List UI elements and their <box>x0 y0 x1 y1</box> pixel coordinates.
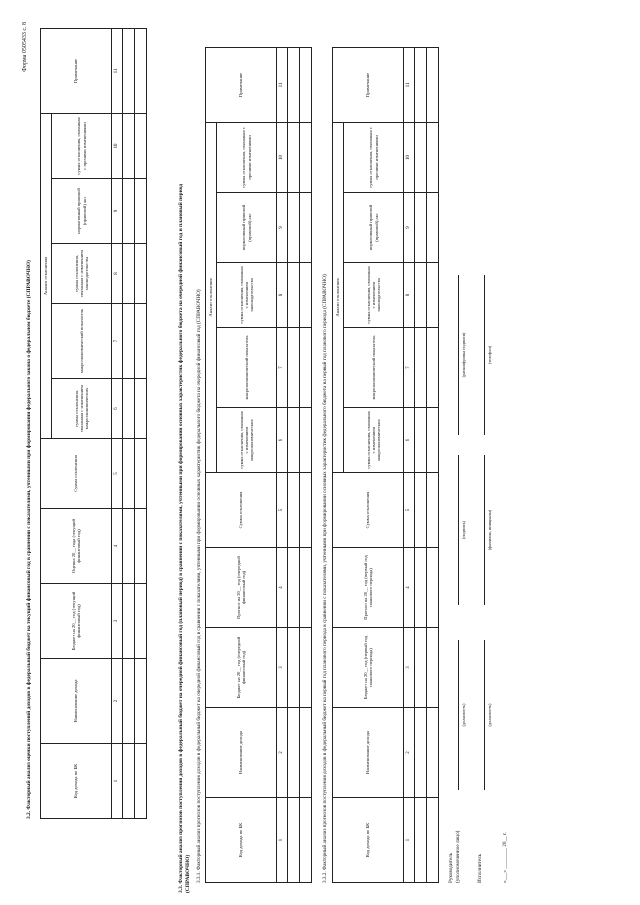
table-cell[interactable] <box>135 304 147 379</box>
header-analysis-other: сумма отклонения, связанная с прочими изменениями <box>344 122 404 192</box>
table-cell[interactable] <box>427 193 439 263</box>
table-cell[interactable] <box>288 548 300 628</box>
form-id: Форма 0505433 с. 8 <box>22 22 28 72</box>
header-deviation: Сумма отклонения <box>41 439 112 509</box>
table-cell[interactable] <box>135 744 147 819</box>
col-number: 1 <box>277 798 288 883</box>
section-3-3-2-heading: 3.3.2. Факторный анализ прогнозов поступления доходов в федеральный бюджет на первый год планового периода в сравнении с показателями, учтенными при формировании основных характеристик федерального бюджета на первый год планового периода (СПРАВОЧНО) <box>322 274 328 883</box>
header-budget: Бюджет на 20__ год (первый год планового периода) <box>333 628 404 708</box>
date-field[interactable]: «___» ________ 20__ г. <box>502 832 508 883</box>
table-cell[interactable] <box>415 628 427 708</box>
table-cell[interactable] <box>415 798 427 883</box>
col-number: 10 <box>277 122 288 192</box>
header-budget: Бюджет на 20__ год (очередной финансовый год) <box>206 628 277 708</box>
table-cell[interactable] <box>415 708 427 798</box>
table-cell[interactable] <box>288 628 300 708</box>
table-row-total <box>427 47 439 882</box>
table-cell[interactable] <box>427 628 439 708</box>
col-number: 4 <box>277 548 288 628</box>
table-cell[interactable] <box>300 408 312 473</box>
table-cell[interactable] <box>123 244 135 304</box>
header-forecast: Прогноз на 20__ год (очередной финансовый год) <box>206 548 277 628</box>
col-number: 5 <box>112 439 123 509</box>
decoding-caption: (расшифровка подписи) <box>461 332 466 378</box>
head-label-authorized: (уполномоченное лицо) <box>455 830 461 883</box>
table-cell[interactable] <box>427 47 439 122</box>
col-number: 11 <box>277 47 288 122</box>
table-cell[interactable] <box>415 193 427 263</box>
table-cell[interactable] <box>135 244 147 304</box>
header-analysis-macro: макроэкономический показатель <box>52 304 112 379</box>
head-decoding-line[interactable] <box>458 275 459 435</box>
phone-caption: (телефон) <box>487 345 492 365</box>
table-cell[interactable] <box>415 328 427 408</box>
header-analysis-admin: сумма отклонения, связанная с изменением макроэкономических <box>344 408 404 473</box>
table-cell[interactable] <box>415 47 427 122</box>
table-cell[interactable] <box>415 122 427 192</box>
header-code: Код дохода по БК <box>206 798 277 883</box>
table-row <box>288 47 300 882</box>
col-number: 7 <box>277 328 288 408</box>
table-cell[interactable] <box>288 122 300 192</box>
table-cell[interactable] <box>300 548 312 628</box>
col-number: 1 <box>404 798 415 883</box>
table-cell[interactable] <box>415 473 427 548</box>
col-number: 10 <box>404 122 415 192</box>
table-cell[interactable] <box>427 328 439 408</box>
table-cell[interactable] <box>135 439 147 509</box>
table-cell[interactable] <box>135 113 147 178</box>
table-cell[interactable] <box>135 659 147 744</box>
table-row <box>123 28 135 818</box>
header-analysis-admin: сумма отклонения, связанная с изменением макроэкономических <box>52 379 112 439</box>
header-note: Примечание <box>41 28 112 113</box>
section-3-3-heading-note: (СПРАВОЧНО) <box>185 854 191 893</box>
col-number: 11 <box>404 47 415 122</box>
col-number: 3 <box>277 628 288 708</box>
col-number: 5 <box>277 473 288 548</box>
table-cell[interactable] <box>300 122 312 192</box>
header-analysis: Анализ отклонения <box>41 113 52 438</box>
signature-caption: (подпись) <box>461 520 466 540</box>
col-number: 9 <box>277 193 288 263</box>
header-analysis-other: сумма отклонения, связанная с прочими изменениями <box>217 122 277 192</box>
col-number: 3 <box>404 628 415 708</box>
executor-position-line[interactable] <box>484 640 485 790</box>
header-name: Наименование дохода <box>41 659 112 744</box>
table-cell[interactable] <box>300 708 312 798</box>
executor-phone-line[interactable] <box>484 275 485 435</box>
table-cell[interactable] <box>415 408 427 473</box>
executor-label: Исполнитель <box>477 853 483 883</box>
table-cell[interactable] <box>288 473 300 548</box>
col-number: 2 <box>404 708 415 798</box>
header-name: Наименование дохода <box>206 708 277 798</box>
col-number: 8 <box>277 263 288 328</box>
col-number: 6 <box>404 408 415 473</box>
col-number: 9 <box>404 193 415 263</box>
header-code: Код дохода по БК <box>333 798 404 883</box>
table-cell[interactable] <box>300 628 312 708</box>
table-cell[interactable] <box>300 193 312 263</box>
header-deviation: Сумма отклонения <box>206 473 277 548</box>
col-number: 4 <box>404 548 415 628</box>
table-cell[interactable] <box>123 509 135 584</box>
table-cell[interactable] <box>427 122 439 192</box>
col-number: 11 <box>112 28 123 113</box>
table-cell[interactable] <box>135 584 147 659</box>
table-cell[interactable] <box>123 113 135 178</box>
table-cell[interactable] <box>300 328 312 408</box>
col-number: 1 <box>112 744 123 819</box>
header-analysis-act: нормативный правовой (правовой) акт <box>52 179 112 244</box>
section-3-2-heading: 3.2. Факторный анализ оценки поступлений доходов в федеральный бюджет на текущий финансовый год в сравнении с показателями, учтенными при формировании федерального закона о федеральном бюджете (СПРАВОЧНО) <box>26 260 32 819</box>
table-cell[interactable] <box>135 379 147 439</box>
table-3-3-2 <box>332 47 439 883</box>
table-cell[interactable] <box>288 263 300 328</box>
col-number: 2 <box>277 708 288 798</box>
table-cell[interactable] <box>288 47 300 122</box>
header-note: Примечание <box>206 47 277 122</box>
table-3-2 <box>40 28 147 819</box>
header-estimate: Оценка 20__ года (текущий финансовый год) <box>41 509 112 584</box>
header-analysis-law: сумма отклонения, связанная с изменением законодательства <box>217 263 277 328</box>
table-cell[interactable] <box>135 179 147 244</box>
col-number: 10 <box>112 113 123 178</box>
header-budget: Бюджет на 20__ год (текущий финансовый год) <box>41 584 112 659</box>
table-cell[interactable] <box>300 798 312 883</box>
table-cell[interactable] <box>123 28 135 113</box>
position-caption: (должность) <box>487 703 492 727</box>
col-number: 4 <box>112 509 123 584</box>
header-analysis-law: сумма отклонения, связанная с изменением законодательства <box>52 244 112 304</box>
table-cell[interactable] <box>415 548 427 628</box>
header-forecast: Прогноз на 20__ год (первый год планового периода) <box>333 548 404 628</box>
table-3-3-1 <box>205 47 312 883</box>
table-row-total <box>135 28 147 818</box>
table-cell[interactable] <box>288 328 300 408</box>
table-row-total <box>300 47 312 882</box>
table-cell[interactable] <box>427 263 439 328</box>
table-cell[interactable] <box>427 708 439 798</box>
header-name: Наименование дохода <box>333 708 404 798</box>
table-cell[interactable] <box>135 28 147 113</box>
header-analysis-other: сумма отклонения, связанная с прочими изменениями <box>52 113 112 178</box>
table-cell[interactable] <box>415 263 427 328</box>
table-cell[interactable] <box>123 179 135 244</box>
head-position-line[interactable] <box>458 640 459 790</box>
table-cell[interactable] <box>123 659 135 744</box>
header-analysis-admin: сумма отклонения, связанная с изменением макроэкономических <box>217 408 277 473</box>
col-number: 6 <box>112 379 123 439</box>
header-analysis-macro: макроэкономический показатель <box>344 328 404 408</box>
col-number: 8 <box>404 263 415 328</box>
position-caption: (должность) <box>461 703 466 727</box>
header-analysis-act: нормативный правовой (правовой) акт <box>344 193 404 263</box>
table-cell[interactable] <box>123 304 135 379</box>
header-note: Примечание <box>333 47 404 122</box>
header-analysis-macro: макроэкономический показатель <box>217 328 277 408</box>
table-cell[interactable] <box>288 798 300 883</box>
table-cell[interactable] <box>427 798 439 883</box>
section-3-3-heading: 3.3. Факторный анализ прогнозов поступления доходов в федеральный бюджет на очередной финансовый год (плановый период) в сравнении с показателями, учтенными при формировании основных характеристик федерального бюджета на очередной финансовый год и плановый период <box>178 184 184 893</box>
header-analysis-act: нормативный правовой (правовой) акт <box>217 193 277 263</box>
table-cell[interactable] <box>135 509 147 584</box>
table-cell[interactable] <box>300 47 312 122</box>
col-number: 5 <box>404 473 415 548</box>
table-cell[interactable] <box>123 379 135 439</box>
col-number: 8 <box>112 244 123 304</box>
table-cell[interactable] <box>300 263 312 328</box>
table-cell[interactable] <box>123 744 135 819</box>
table-cell[interactable] <box>427 473 439 548</box>
header-code: Код дохода по БК <box>41 744 112 819</box>
header-analysis-law: сумма отклонения, связанная с изменением законодательства <box>344 263 404 328</box>
table-cell[interactable] <box>288 708 300 798</box>
col-number: 9 <box>112 179 123 244</box>
header-analysis: Анализ отклонения <box>333 122 344 472</box>
head-label: Руководитель <box>448 852 454 883</box>
section-3-3-1-heading: 3.3.1. Факторный анализ прогнозов поступления доходов в федеральный бюджет на очередной финансовый год в сравнении с показателями, учтенными при формировании основных характеристик федерального бюджета на очередной финансовый год (СПРАВОЧНО) <box>196 289 202 883</box>
head-signature-line[interactable] <box>458 455 459 605</box>
table-cell[interactable] <box>288 193 300 263</box>
table-cell[interactable] <box>427 548 439 628</box>
table-cell[interactable] <box>123 439 135 509</box>
col-number: 6 <box>277 408 288 473</box>
table-cell[interactable] <box>427 408 439 473</box>
col-number: 3 <box>112 584 123 659</box>
header-analysis: Анализ отклонения <box>206 122 217 472</box>
col-number: 2 <box>112 659 123 744</box>
table-cell[interactable] <box>300 473 312 548</box>
table-row <box>415 47 427 882</box>
header-deviation: Сумма отклонения <box>333 473 404 548</box>
table-cell[interactable] <box>123 584 135 659</box>
table-cell[interactable] <box>288 408 300 473</box>
col-number: 7 <box>404 328 415 408</box>
executor-name-line[interactable] <box>484 455 485 605</box>
fio-caption: (фамилия, инициалы) <box>487 509 492 551</box>
col-number: 7 <box>112 304 123 379</box>
